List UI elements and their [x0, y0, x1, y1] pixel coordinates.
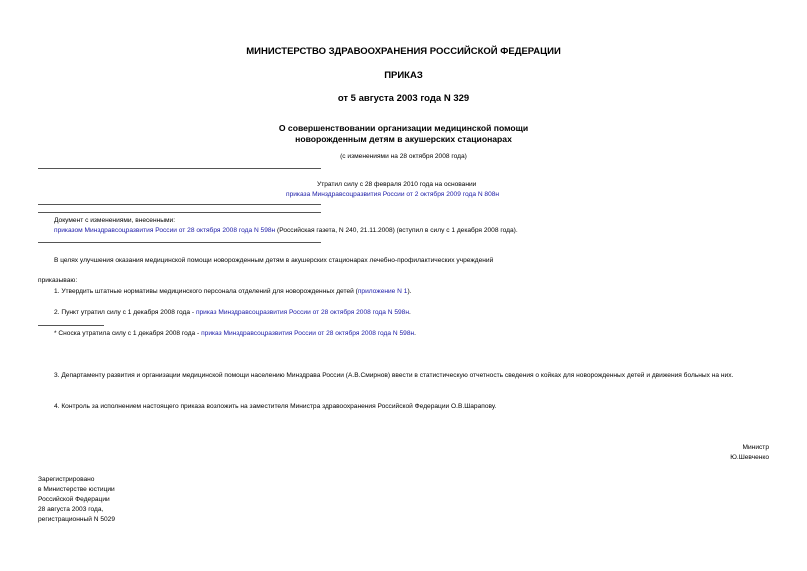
signature-name: Ю.Шевченко	[730, 454, 769, 461]
footnote-link[interactable]: приказ Минздравсоцразвития России от 28 октября 2008 года N 598н	[201, 330, 415, 337]
intro-paragraph: В целях улучшения оказания медицинской помощи новорожденным детям в акушерских стационарах лечебно-профилактических учреждений	[54, 257, 494, 264]
amendments-note: (с изменениями на 28 октября 2008 года)	[340, 153, 467, 160]
item-1-end: ).	[407, 288, 412, 295]
divider	[38, 242, 321, 243]
divider	[38, 204, 321, 205]
item-1-text: 1. Утвердить штатные нормативы медицинского персонала отделений для новорожденных детей (	[54, 288, 358, 295]
registration-line5: регистрационный N 5029	[38, 516, 116, 523]
order-word: приказываю:	[38, 277, 78, 284]
doc-type-heading: ПРИКАЗ	[384, 70, 423, 81]
registration-line3: Российской Федерации	[38, 496, 110, 503]
amended-by-line	[54, 226, 518, 236]
ministry-heading: МИНИСТЕРСТВО ЗДРАВООХРАНЕНИЯ РОССИЙСКОЙ ФЕДЕРАЦИИ	[246, 46, 561, 57]
doc-title-line2: новорожденным детям в акушерских стационарах	[295, 134, 512, 144]
footnote-end: .	[414, 330, 416, 337]
divider	[38, 168, 321, 169]
item-2	[54, 308, 411, 318]
item-2-end: .	[409, 309, 411, 316]
registration-line1: Зарегистрировано	[38, 476, 95, 483]
divider	[38, 212, 321, 213]
appendix-1-link[interactable]: приложение N 1	[357, 288, 408, 295]
footnote-text: * Сноска утратила силу с 1 декабря 2008 года -	[54, 330, 202, 337]
footnote	[54, 329, 416, 339]
amended-by-label: Документ с изменениями, внесенными:	[54, 217, 176, 224]
registration-line4: 28 августа 2003 года,	[38, 506, 104, 513]
registration-line2: в Министерстве юстиции	[38, 486, 115, 493]
amended-by-tail: (Российская газета, N 240, 21.11.2008) (вступил в силу с 1 декабря 2008 года).	[275, 227, 518, 234]
amended-by-link[interactable]: приказом Минздравсоцразвития России от 28 октября 2008 года N 598н	[54, 227, 276, 234]
item-2-link[interactable]: приказ Минздравсоцразвития России от 28 октября 2008 года N 598н	[195, 309, 409, 316]
invalidated-text: Утратил силу с 28 февраля 2010 года на основании	[317, 181, 477, 188]
item-1	[54, 287, 411, 297]
date-number-heading: от 5 августа 2003 года N 329	[337, 93, 470, 104]
footnote-divider	[38, 325, 104, 326]
doc-title-line1: О совершенствовании организации медицинской помощи	[278, 123, 529, 133]
item-4: 4. Контроль за исполнением настоящего приказа возложить на заместителя Министра здравоохранения Российской Федерации О.В.Шарапову.	[54, 403, 497, 410]
signature-title: Министр	[742, 444, 769, 451]
invalidated-link[interactable]: приказа Минздравсоцразвития России от 2 октября 2009 года N 808н	[286, 191, 500, 198]
item-2-text: 2. Пункт утратил силу с 1 декабря 2008 года -	[54, 309, 196, 316]
item-3: 3. Департаменту развития и организации медицинской помощи населению Минздрава России (А.В.Смирнов) ввести в статистическую отчетность сведения о койках для новорожденных детей и движения больных на них.	[54, 372, 734, 379]
